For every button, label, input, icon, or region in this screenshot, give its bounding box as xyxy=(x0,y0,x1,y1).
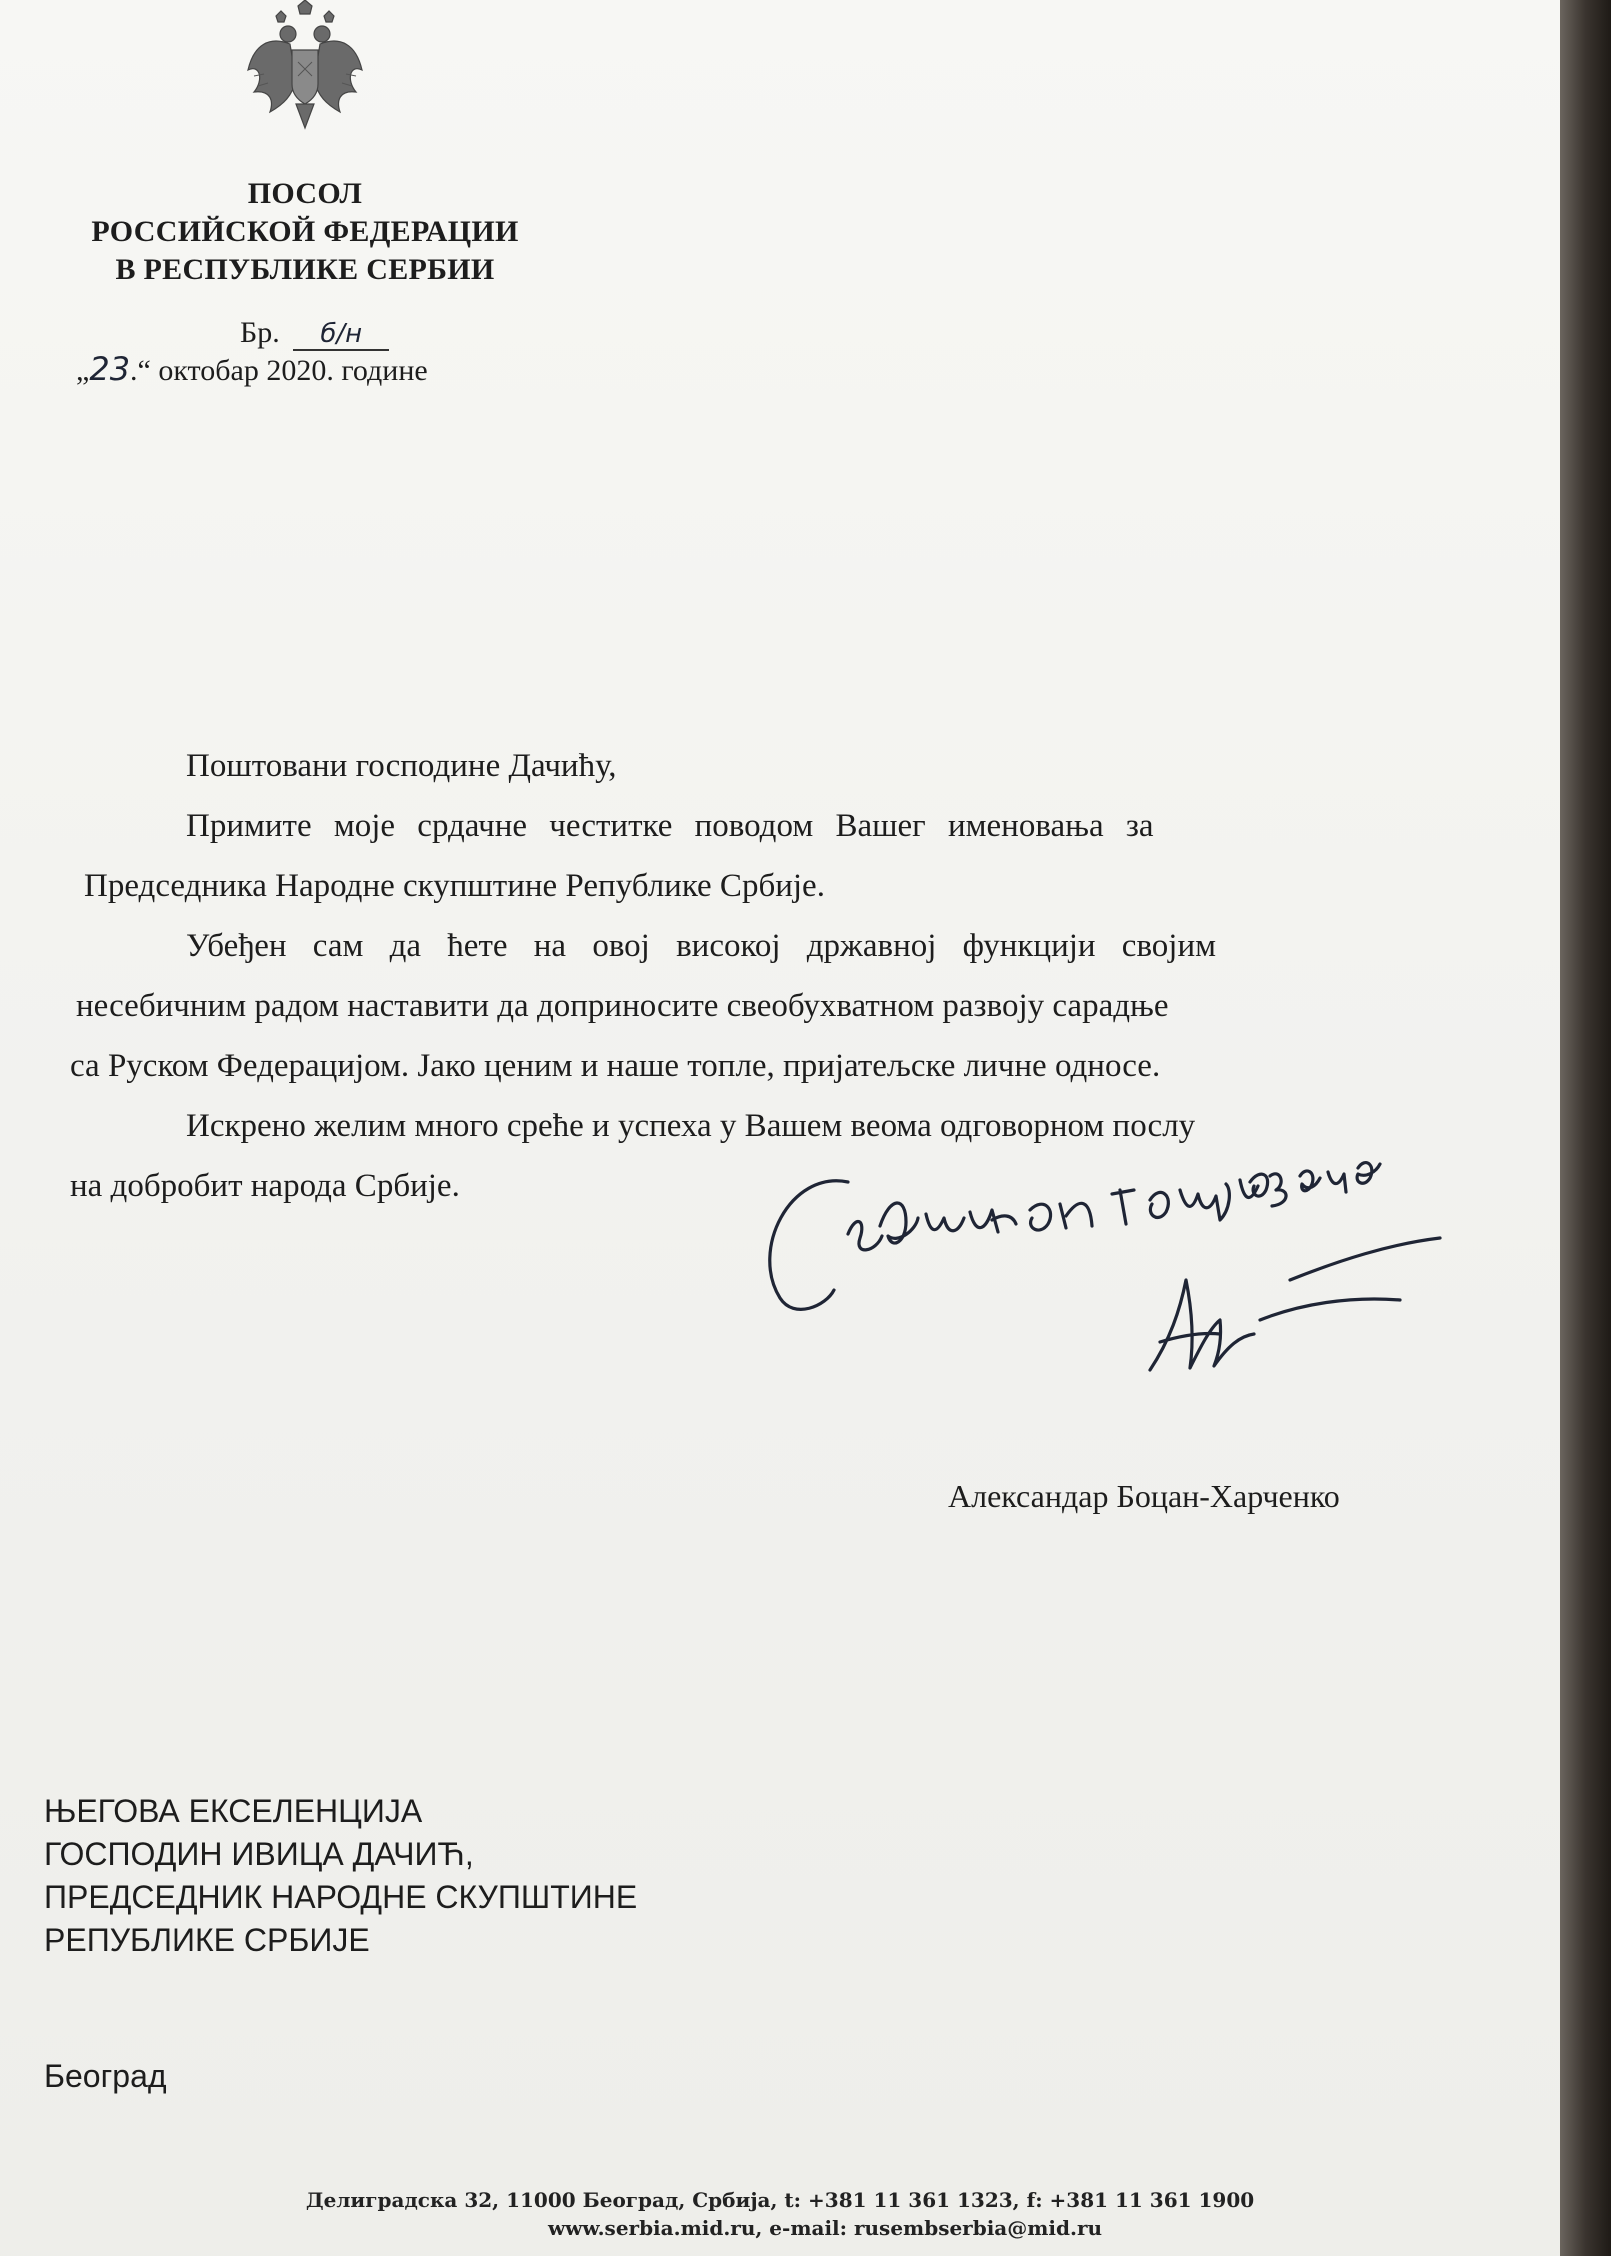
letterhead-footer xyxy=(0,2186,1560,2242)
paragraph-3-line-1: Искрено желим много среће и успеха у Вашем веома одговорном послу xyxy=(186,1108,1196,1144)
date-rest: .“ октобар 2020. године xyxy=(130,354,428,387)
addressee-line-2: ГОСПОДИН ИВИЦА ДАЧИЋ, xyxy=(44,1836,474,1872)
letter-date xyxy=(76,350,428,388)
paragraph-2-line-1: Убеђен сам да ћете на овој високој државној функцији својим xyxy=(186,928,1217,964)
reference-number xyxy=(240,316,389,351)
reference-label: Бр. xyxy=(240,316,280,349)
footer-address: Делиградска 32, 11000 Београд, Србија, t: +381 11 361 1323, f: +381 11 361 1900 xyxy=(305,2188,1255,2212)
heading-line-1: ПОСОЛ xyxy=(247,177,363,210)
paragraph-1-line-2: Председника Народне скупштине Републике Србије. xyxy=(84,868,825,904)
date-day-handwritten: 23 xyxy=(89,350,131,388)
addressee-line-3: ПРЕДСЕДНИК НАРОДНЕ СКУПШТИНЕ xyxy=(44,1879,638,1915)
addressee-block xyxy=(44,1790,637,1962)
addressee-city: Београд xyxy=(44,2058,167,2094)
desk-background xyxy=(1560,0,1611,2256)
heading-line-3: В РЕСПУБЛИКЕ СЕРБИИ xyxy=(115,253,495,286)
date-open-quote: „ xyxy=(76,354,90,387)
paragraph-3-line-2: на добробит народа Србије. xyxy=(70,1168,460,1204)
heading-line-2: РОССИЙСКОЙ ФЕДЕРАЦИИ xyxy=(91,215,519,248)
reference-handwritten: б/н xyxy=(293,319,389,351)
paragraph-2-line-2: несебичним радом наставити да доприносите свеобухватном развоју сарадње xyxy=(76,988,1169,1024)
addressee-line-4: РЕПУБЛИКЕ СРБИЈЕ xyxy=(44,1922,370,1958)
footer-web-email: www.serbia.mid.ru, e-mail: rusembserbia@mid.ru xyxy=(547,2216,1103,2240)
paragraph-2-line-3: са Руском Федерацијом. Јако ценим и наше топле, пријатељске личне односе. xyxy=(70,1048,1161,1084)
salutation: Поштовани господине Дачићу, xyxy=(186,748,617,784)
embassy-heading xyxy=(60,175,550,289)
paragraph-1-line-1: Примите моје срдачне честитке поводом Вашег именовања за xyxy=(186,808,1154,844)
coat-of-arms-icon xyxy=(240,0,370,140)
addressee-line-1: ЊЕГОВА ЕКСЕЛЕНЦИЈА xyxy=(44,1793,423,1829)
handwritten-signature xyxy=(730,1130,1490,1460)
signer-name: Александар Боцан-Харченко xyxy=(948,1478,1340,1514)
